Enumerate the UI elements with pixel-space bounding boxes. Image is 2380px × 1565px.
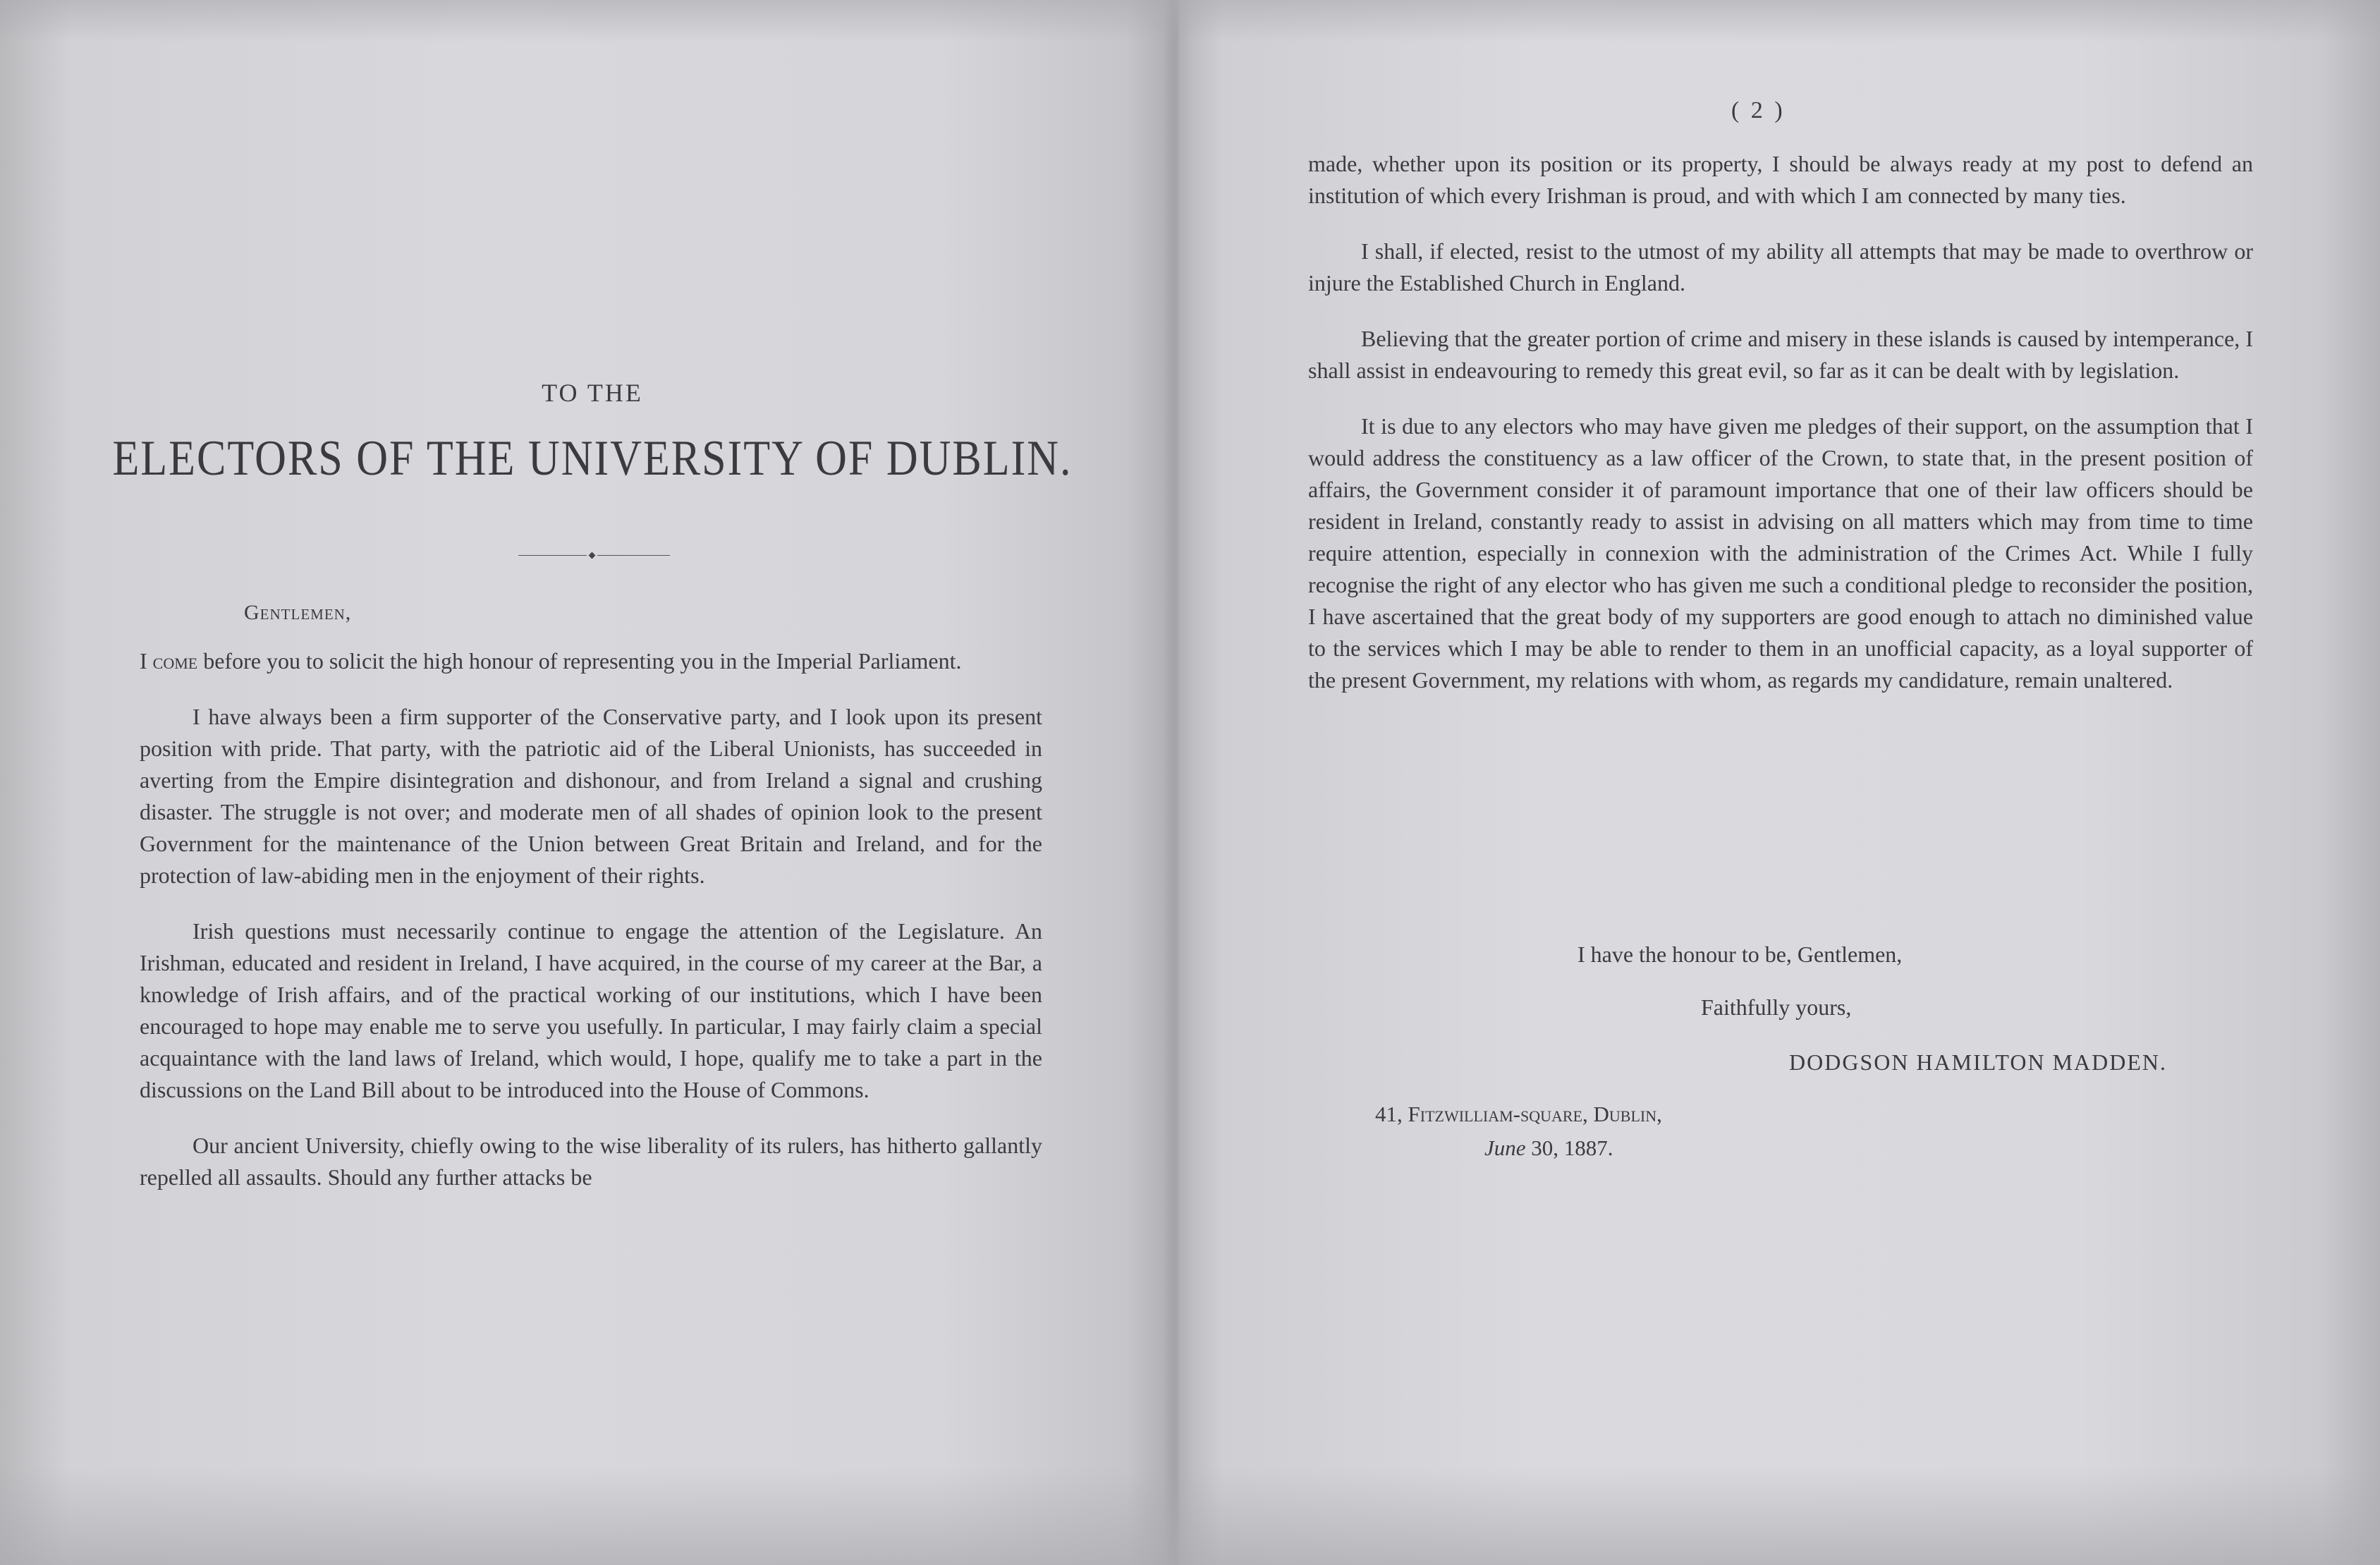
date-day-year: 30, 1887. (1525, 1135, 1613, 1160)
left-page (0, 0, 1173, 1565)
paragraph-conservative-party: I have always been a firm supporter of the Conservative party, and I look upon its present position with pride. That party, with the patriotic aid of the Liberal Unionists, has succeeded in averting from the Empire disintegration and dishonour, and from Ireland a signal and crushing disaster. The struggle is not over; and moderate men of all shades of opinion look to the present Government for the maintenance of the Union between Great Britain and Ireland, and for the protection of law-abiding men in the enjoyment of their rights. (140, 704, 1042, 888)
date-month: June (1484, 1135, 1526, 1160)
document-title: ELECTORS OF THE UNIVERSITY OF DUBLIN. (112, 430, 1073, 487)
address-number: 41, (1375, 1102, 1408, 1126)
paragraph-introduction (140, 645, 1042, 677)
salutation: Gentlemen, (244, 601, 352, 624)
right-body-text (1308, 148, 2253, 720)
address (1375, 1102, 1662, 1127)
paragraph-established-church: I shall, if elected, resist to the utmost of my ability all attempts that may be made to overthrow or injure the Established Church in England. (1308, 238, 2253, 296)
divider-diamond (589, 552, 596, 559)
signature-name: DODGSON HAMILTON MADDEN. (1789, 1049, 2168, 1075)
paragraph-lead-words: I come (140, 648, 198, 674)
left-body-text (140, 645, 1042, 1217)
divider-line-left (518, 555, 587, 556)
paragraph-introduction-rest: before you to solicit the high honour of representing you in the Imperial Parliament. (197, 648, 962, 674)
top-shadow (0, 0, 2380, 42)
bottom-shadow (0, 1466, 2380, 1565)
date (1484, 1135, 1613, 1161)
address-street: Fitzwilliam-square, Dublin, (1408, 1102, 1662, 1126)
binding-gutter (1164, 0, 1192, 1565)
paragraph-university: Our ancient University, chiefly owing to the wise liberality of its rulers, has hitherto gallantly repelled all assaults. Should any further attacks be (140, 1133, 1042, 1190)
closing-line: I have the honour to be, Gentlemen, (1577, 942, 1903, 967)
paragraph-law-officer: It is due to any electors who may have given me pledges of their support, on the assumption that I would address the constituency as a law officer of the Crown, to state that, in the present position of affairs, the Government consider it of paramount importance that one of their law officers should be resident in Ireland, constantly ready to assist in advising on all matters which may from time to time require attention, especially in connexion with the administration of the Crimes Act. While I fully recognise the right of any elector who has given me such a conditional pledge to reconsider the position, I have ascertained that the great body of my supporters are good enough to attach no diminished value to the services which I may be able to render to them in an unofficial capacity, as a loyal supporter of the present Government, my relations with whom, as regards my candidature, remain unaltered. (1308, 413, 2253, 693)
heading-to-the: TO THE (542, 379, 643, 407)
paragraph-intemperance: Believing that the greater portion of crime and misery in these islands is caused by intemperance, I shall assist in endeavouring to remedy this great evil, so far as it can be dealt with by legislation. (1308, 326, 2253, 383)
paragraph-irish-questions: Irish questions must necessarily continue to engage the attention of the Legislature. An Irishman, educated and resident in Ireland, I have acquired, in the course of my career at the Bar, a knowledge of Irish affairs, and of the practical working of our institutions, which I have been encouraged to hope may enable me to serve you usefully. In particular, I may fairly claim a special acquaintance with the land laws of Ireland, which would, I hope, qualify me to take a part in the discussions on the Land Bill about to be introduced into the House of Commons. (140, 918, 1042, 1102)
page-number: ( 2 ) (1731, 97, 1786, 123)
paragraph-continuation: made, whether upon its position or its property, I should be always ready at my post to defend an institution of which every Irishman is proud, and with which I am connected by many ties. (1308, 151, 2253, 208)
valediction: Faithfully yours, (1701, 994, 1852, 1020)
divider-line-right (597, 555, 670, 556)
ornament-divider (518, 553, 670, 559)
